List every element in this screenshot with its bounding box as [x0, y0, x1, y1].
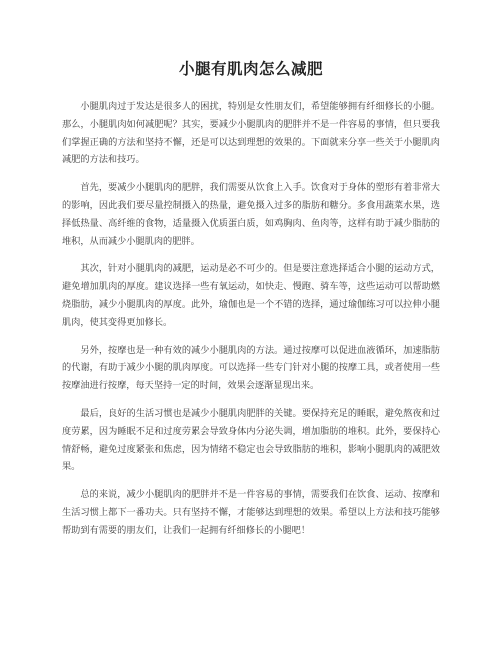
document-title: 小腿有肌肉怎么减肥: [178, 60, 323, 78]
paragraph-intro: 小腿肌肉过于发达是很多人的困扰，特别是女性朋友们，希望能够拥有纤细修长的小腿。那么，小腿肌肉如何减肥呢？其实，要减少小腿肌肉的肥胖并不是一件容易的事情，但只要我们掌握正确的方法和坚持不懈，还是可以达到理想的效果的。下面就来分享一些关于小腿肌肉减肥的方法和技巧。: [62, 101, 440, 166]
paragraph-exercise: 其次，针对小腿肌肉的减肥，运动是必不可少的。但是要注意选择适合小腿的运动方式，避免增加肌肉的厚度。建议选择一些有氧运动，如快走、慢跑、骑车等，这些运动可以帮助燃烧脂肪，减少小腿肌肉的厚度。此外，瑜伽也是一个不错的选择，通过瑜伽练习可以拉伸小腿肌肉，使其变得更加修长。: [62, 263, 440, 328]
paragraph-summary: 总的来说，减少小腿肌肉的肥胖并不是一件容易的事情，需要我们在饮食、运动、按摩和生活习惯上都下一番功夫。只有坚持不懈，才能够达到理想的效果。希望以上方法和技巧能够帮助到有需要的朋友们，让我们一起拥有纤细修长的小腿吧！: [62, 489, 440, 536]
paragraph-diet: 首先，要减少小腿肌肉的肥胖，我们需要从饮食上入手。饮食对于身体的塑形有着非常大的影响，因此我们要尽量控制摄入的热量，避免摄入过多的脂肪和糖分。多食用蔬菜水果，选择低热量、高纤维的食物，适量摄入优质蛋白质，如鸡胸肉、鱼肉等，这样有助于减少脂肪的堆积，从而减少小腿肌肉的肥胖。: [62, 182, 440, 247]
paragraph-massage: 另外，按摩也是一种有效的减少小腿肌肉的方法。通过按摩可以促进血液循环，加速脂肪的代谢，有助于减少小腿的肌肉厚度。可以选择一些专门针对小腿的按摩工具，或者使用一些按摩油进行按摩，每天坚持一定的时间，效果会逐渐显现出来。: [62, 344, 440, 392]
paragraph-habits: 最后，良好的生活习惯也是减少小腿肌肉肥胖的关键。要保持充足的睡眠，避免熬夜和过度劳累，因为睡眠不足和过度劳累会导致身体内分泌失调，增加脂肪的堆积。此外，要保持心情舒畅，避免过度紧张和焦虑，因为情绪不稳定也会导致脂肪的堆积，影响小腿肌肉的减肥效果。: [62, 407, 440, 473]
